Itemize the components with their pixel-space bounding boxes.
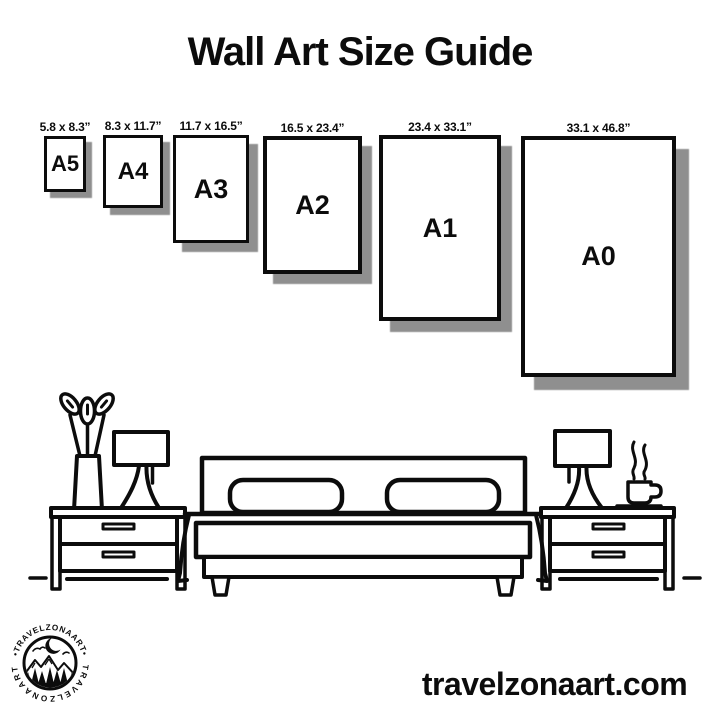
brand-logo-badge (6, 618, 96, 708)
dimension-label: 8.3 x 11.7” (104, 119, 162, 133)
dimension-label: 33.1 x 46.8” (566, 121, 631, 135)
table-lamp-left-icon (114, 432, 168, 508)
paper-a5 (39, 120, 91, 192)
logo-ground (23, 683, 77, 688)
bed-leg-right (497, 577, 514, 595)
size-letter: A3 (193, 173, 229, 204)
dimension-label: 23.4 x 33.1” (408, 120, 472, 134)
coffee-cup-icon (617, 442, 661, 506)
logo-ring-text-top: •TRAVELZONAART• (10, 622, 90, 657)
bed-leg-left (212, 577, 229, 595)
page-title: Wall Art Size Guide (187, 30, 533, 74)
potted-plant-icon (57, 391, 116, 510)
paper-a0 (521, 121, 676, 377)
paper-a2 (263, 121, 362, 274)
pillow-right (387, 480, 499, 512)
size-letter: A4 (117, 157, 149, 185)
size-frame-a0 (521, 121, 676, 377)
size-letter: A1 (422, 212, 458, 243)
size-frame-a5 (39, 120, 91, 192)
logo-ring-text-bottom: TRAVELZONAART (9, 664, 91, 704)
size-letter: A0 (581, 241, 616, 271)
size-frame-a2 (263, 121, 362, 274)
size-frame-a3 (173, 119, 249, 243)
website-url: travelzonaart.com (421, 666, 688, 702)
pillow-left (230, 480, 342, 512)
size-frame-a1 (379, 120, 501, 321)
dimension-label: 5.8 x 8.3” (39, 120, 91, 134)
bedroom-scene-illustration (0, 380, 720, 610)
paper-a3 (173, 119, 249, 243)
paper-a1 (379, 120, 501, 321)
size-letter: A5 (50, 151, 80, 176)
size-letter: A2 (295, 189, 330, 220)
bed-base (204, 557, 522, 577)
nightstand-right (541, 508, 674, 589)
double-bed (178, 458, 547, 595)
dimension-label: 16.5 x 23.4” (280, 121, 345, 135)
nightstand-left (51, 508, 185, 589)
size-frame-a4 (103, 119, 163, 208)
paper-a4 (103, 119, 163, 208)
table-lamp-right-icon (555, 431, 610, 508)
dimension-label: 11.7 x 16.5” (179, 119, 243, 133)
mattress (196, 523, 530, 557)
